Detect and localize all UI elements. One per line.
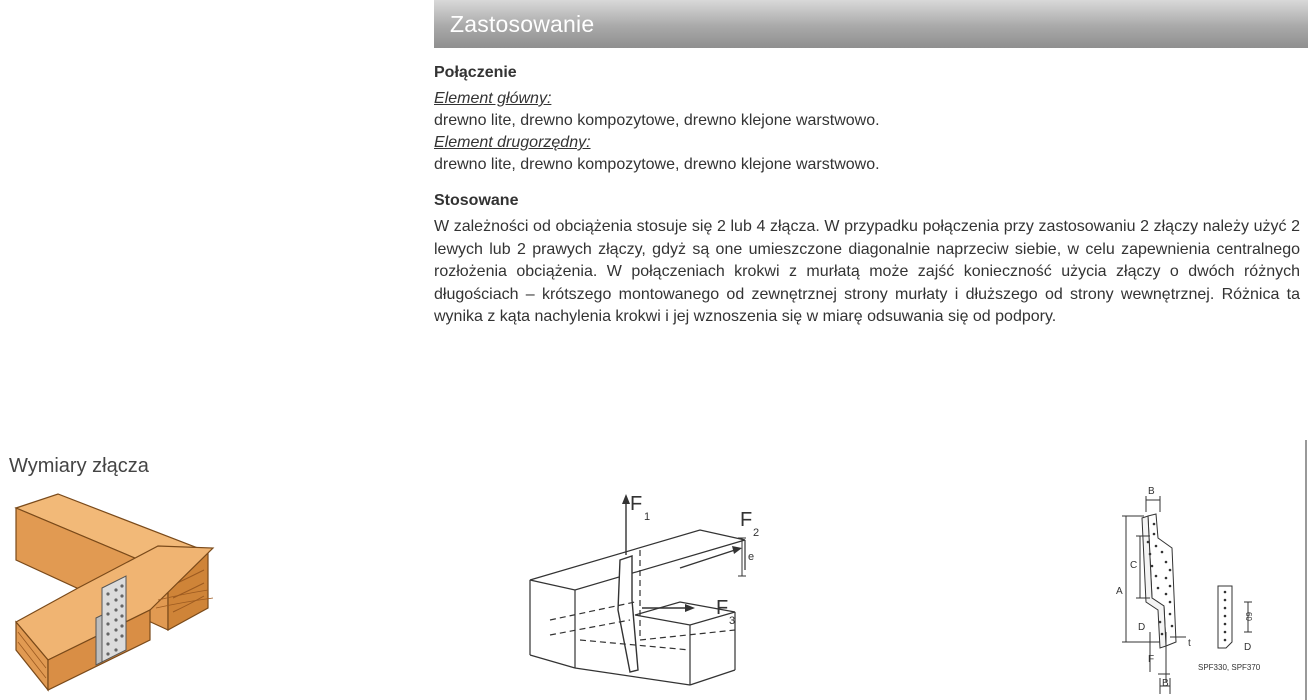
application-content — [434, 60, 1300, 329]
dim-b-top-label: B — [1148, 486, 1155, 497]
timber-connection-illustration — [8, 490, 223, 695]
right-divider — [1305, 440, 1307, 700]
usage-title: Stosowane — [434, 192, 519, 209]
f1-label: F — [630, 493, 643, 515]
main-element-text: drewno lite, drewno kompozytowe, drewno klejone warstwowo. — [434, 112, 880, 129]
dim-c-label: C — [1130, 560, 1138, 571]
connection-title: Połączenie — [434, 64, 517, 81]
dim-b-bottom-label: B — [1162, 678, 1169, 689]
force-diagram — [520, 490, 780, 690]
model-names-label: SPF330, SPF370 — [1198, 663, 1261, 672]
main-element-label: Element główny: — [434, 90, 552, 107]
dimensions-title: Wymiary złącza — [9, 455, 149, 477]
secondary-element-label: Element drugorzędny: — [434, 134, 591, 151]
e-label: e — [748, 551, 755, 563]
dim-d2-label: D — [1244, 642, 1252, 653]
usage-text: W zależności od obciążenia stosuje się 2 lub 4 złącza. W przypadku połączenia przy zastosowaniu 2 złączy należy użyć 2 lewych lub 2 prawych złączy, gdyż są one umieszczone diagonalnie naprzeciw siebie, w celu zapewnienia centralnego rozłożenia obciążenia. W połączeniach krokwi z murłatą może zajść konieczność użycia złączy o dwóch różnych długościach – krótszego montowanego od zewnętrznej strony murłaty i dłuższego od strony wewnętrznej. Różnica ta wynika z kąta nachylenia krokwi i jej wznoszenia się w miarę odsuwania się od podpory. — [434, 218, 1300, 325]
secondary-element-text: drewno lite, drewno kompozytowe, drewno klejone warstwowo. — [434, 156, 880, 173]
f1-subscript: 1 — [644, 511, 651, 523]
dim-d-label: D — [1138, 622, 1146, 633]
connector-dimension-drawing — [1110, 482, 1300, 697]
application-section-header — [434, 0, 1308, 48]
dim-a-label: A — [1116, 586, 1123, 597]
dim-f-label: F — [1148, 654, 1155, 665]
dim-sixty-label: 60 — [1244, 612, 1253, 621]
f2-subscript: 2 — [753, 527, 760, 539]
f2-label: F — [740, 509, 753, 531]
f3-label: F — [716, 597, 729, 619]
dim-t-label: t — [1188, 638, 1191, 649]
f3-subscript: 3 — [729, 615, 736, 627]
application-section-title: Zastosowanie — [450, 11, 595, 37]
